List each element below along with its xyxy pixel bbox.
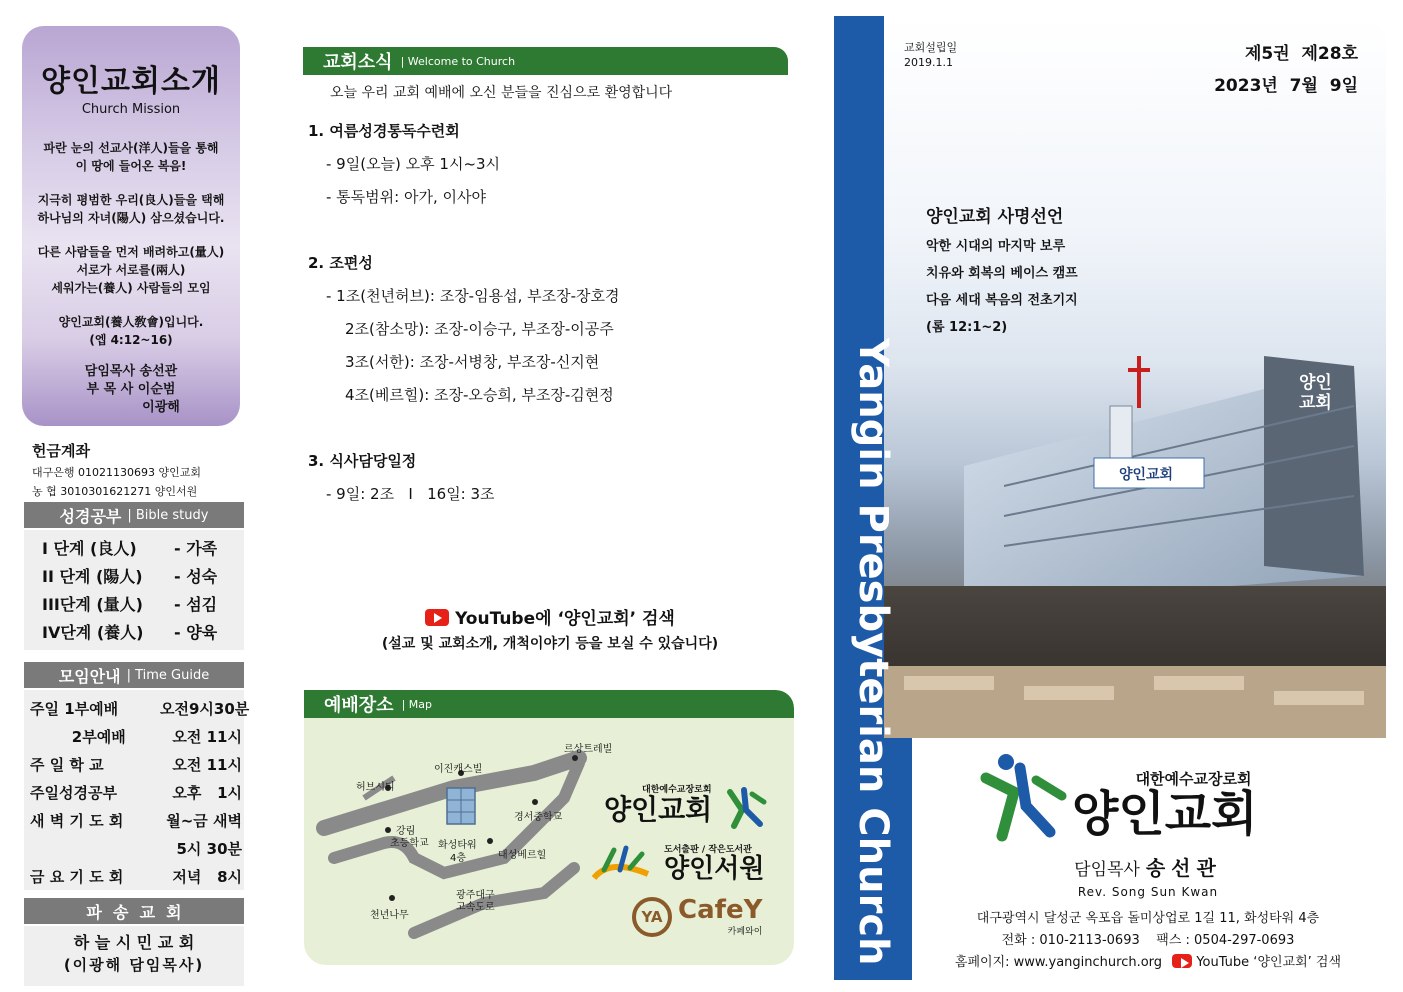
planting-pastor: (이광해 담임목사)	[63, 956, 205, 974]
map-label: 4층	[450, 853, 467, 864]
established: 교회설립일 2019.1.1	[904, 41, 958, 69]
time-row: 5시 30분	[176, 839, 242, 858]
map-label: 천년나무	[370, 910, 409, 921]
cafe-logo-icon: YA	[632, 897, 672, 937]
mission-subtitle: Church Mission	[81, 102, 181, 117]
issue-date: 2023년 7월 9일	[1214, 76, 1358, 96]
news-heading: 2. 조편성	[308, 254, 373, 272]
news-title: 교회소식	[323, 52, 393, 73]
phone-fax: 전화 : 010-2113-0693 팩스 : 0504-297-0693	[1001, 933, 1295, 948]
mission-paragraph-4: 양인교회(養人敎會)입니다. (엡 4:12~16)	[58, 315, 204, 347]
map-church-logo: 대한예수교장로회 양인교회	[604, 785, 713, 826]
offering-line: 대구은행 01021130693 양인교회	[32, 466, 201, 479]
cover-band-text: Yangin Presbyterian Church	[850, 338, 896, 966]
issue-info	[1214, 38, 1358, 102]
map-label: 고속도로	[456, 902, 495, 913]
news-heading: 3. 식사담당일정	[308, 452, 417, 470]
time-row: 주 일 학 교 오전 11시	[30, 755, 242, 774]
planting-header: 파 송 교 회	[24, 898, 244, 924]
news-title-en: | Welcome to Church	[400, 54, 516, 68]
mission-statement: 양인교회 사명선언 악한 시대의 마지막 보루 치유와 회복의 베이스 캠프 다음 세대 복음의 전초기지 (롬 12:1~2)	[926, 207, 1078, 335]
map-label: 강림	[396, 826, 416, 837]
news-item: - 통독범위: 아가, 이사야	[326, 188, 486, 206]
news-item: 2조(참소망): 조장-이승구, 부조장-이공주	[345, 320, 614, 338]
church-logo-icon	[718, 780, 768, 830]
offering-heading: 헌금계좌	[32, 442, 90, 460]
welcome-text: 오늘 우리 교회 예배에 오신 분들을 진심으로 환영합니다	[330, 85, 673, 101]
website-link[interactable]: 홈페이지: www.yanginchurch.org	[954, 955, 1163, 970]
time-row: 주일성경공부 오후 1시	[30, 783, 242, 802]
pastor-name: 송선관	[1145, 856, 1222, 880]
news-section-2	[308, 252, 619, 405]
bible-study-panel	[24, 530, 244, 650]
map-label: 화성타워	[438, 840, 477, 851]
address: 대구광역시 달성군 옥포읍 돌미상업로 1길 11, 화성타워 4층	[976, 911, 1320, 926]
study-row: I 단계 (良人) - 가족	[42, 538, 218, 558]
contact-block	[910, 908, 1386, 974]
study-row: III단계 (量人) - 섬김	[42, 594, 218, 614]
church-assoc: 대한예수교장로회	[1135, 770, 1252, 788]
news-heading: 1. 여름성경통독수련회	[308, 122, 460, 140]
church-name: 양인교회	[1072, 786, 1258, 842]
building-sign-2: 양인	[1299, 373, 1332, 393]
news-section-3	[308, 450, 495, 504]
map-header: 예배장소 | Map	[304, 690, 794, 718]
map-label: 허브시티	[356, 782, 395, 793]
offering-line: 농 협 3010301621271 양인서원	[32, 485, 198, 498]
time-row: 2부예배 오전 11시	[30, 727, 242, 746]
cafe-logo: YA CafeY 카페와이	[632, 896, 762, 937]
youtube-icon	[1172, 954, 1192, 968]
youtube-search-line: YouTube에 ‘양인교회’ 검색	[300, 604, 800, 629]
mission-card	[22, 26, 240, 426]
cover-panel	[884, 16, 1386, 738]
church-building-photo	[884, 346, 1386, 738]
youtube-sub: (설교 및 교회소개, 개척이야기 등을 보실 수 있습니다)	[381, 636, 719, 652]
bookstore-logo: 도서출판 / 작은도서관 양인서원	[664, 845, 765, 884]
news-header	[303, 47, 788, 75]
time-guide-header: 모임안내 | Time Guide	[24, 662, 244, 688]
church-logo-icon	[980, 748, 1070, 844]
news-item: 4조(베르힐): 조장-오승희, 부조장-김현정	[345, 386, 614, 404]
news-item: - 9일(오늘) 오후 1시~3시	[326, 155, 501, 173]
time-row: 주일 1부예배 오전9시30분	[30, 699, 250, 718]
mission-title: 양인교회소개	[41, 64, 221, 99]
map-label: 경서중학교	[514, 812, 563, 823]
map-label: 르상트레빌	[564, 744, 613, 755]
mission-paragraph-3: 다른 사람들을 먼저 배려하고(量人) 서로가 서로를(兩人) 세워가는(養人) 사람들의 모임	[37, 245, 225, 295]
pastor-name-en: Rev. Song Sun Kwan	[1077, 885, 1219, 899]
mission-pastors: 담임목사 송선관 부 목 사 이순범 이광해	[84, 364, 180, 415]
map-label: 이진캐스빌	[434, 764, 483, 775]
youtube-search: YouTube ‘양인교회’ 검색	[1196, 955, 1342, 970]
news-item: - 9일: 2조 I 16일: 3조	[326, 485, 495, 503]
news-section-1	[308, 120, 500, 207]
bible-study-header: 성경공부 | Bible study	[24, 502, 244, 528]
issue-volume: 제5권 제28호	[1244, 44, 1358, 64]
news-item: - 1조(천년허브): 조장-임용섭, 부조장-장호경	[326, 287, 620, 305]
building-sign-3: 교회	[1299, 393, 1332, 413]
pastor-block	[910, 852, 1386, 899]
map-label: 광주대구	[456, 890, 495, 901]
map-label: 초등학교	[390, 838, 429, 849]
offering-accounts	[32, 440, 242, 499]
mission-paragraph-2: 지극히 평범한 우리(良人)들을 택해 하나님의 자녀(陽人) 삼으셨습니다.	[37, 193, 225, 225]
map-label: 대성베르힐	[498, 850, 547, 861]
youtube-icon	[425, 609, 449, 626]
mission-paragraph-1: 파란 눈의 선교사(洋人)들을 통해 이 땅에 들어온 복음!	[43, 141, 219, 173]
church-name-block	[1072, 768, 1258, 842]
news-item: 3조(서한): 조장-서병창, 부조장-신지현	[345, 353, 600, 371]
study-row: II 단계 (陽人) - 성숙	[42, 566, 218, 586]
bookstore-logo-icon	[590, 840, 652, 884]
time-row: 새 벽 기 도 회 월~금 새벽	[30, 811, 242, 830]
map-box	[304, 690, 794, 965]
study-row: IV단계 (養人) - 양육	[42, 622, 218, 642]
planting-church: 하 늘 시 민 교 회	[73, 933, 195, 952]
building-sign: 양인교회	[1118, 467, 1174, 483]
pastor-label: 담임목사	[1074, 860, 1140, 880]
time-row: 금 요 기 도 회 저녁 8시	[30, 867, 242, 886]
time-guide-panel	[24, 690, 250, 890]
planting-panel	[24, 926, 244, 986]
